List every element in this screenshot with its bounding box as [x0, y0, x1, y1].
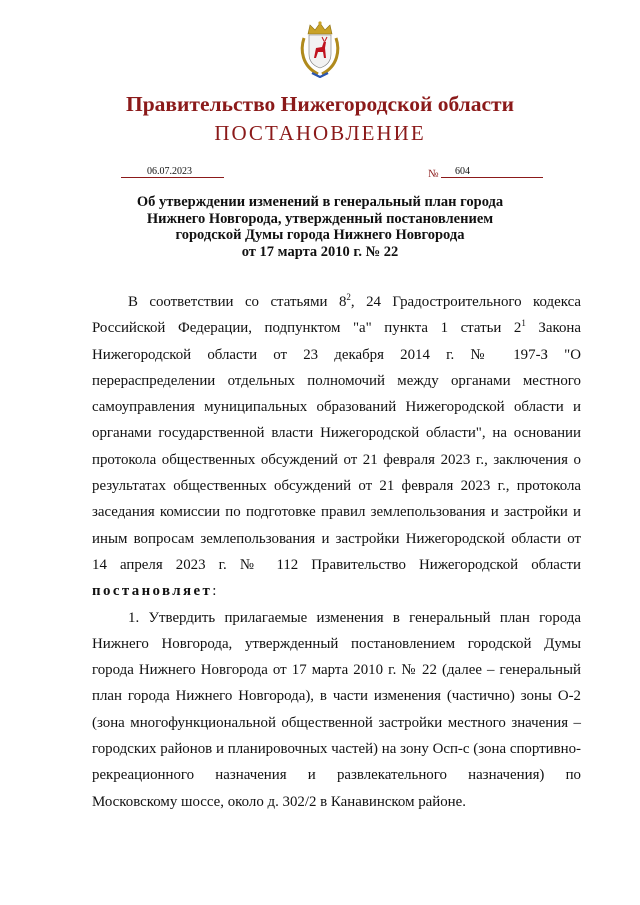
superscript: 1 [521, 318, 526, 329]
number-sign: № [428, 168, 439, 180]
preamble-text: , 24 Градостроительного кодекса Российской Федерации, подпунктом "а" пункта 1 статьи 2 [92, 294, 581, 337]
document-date: 06.07.2023 [121, 165, 224, 178]
document-body [92, 289, 581, 815]
superscript: 2 [346, 292, 351, 302]
document-title [80, 194, 560, 260]
preamble-text: В соответствии со статьями 8 [128, 294, 347, 310]
resolves-keyword: постановляет [92, 583, 213, 600]
government-title: Правительство Нижегородской области [126, 92, 514, 116]
paragraph-preamble [92, 289, 581, 605]
document-type: ПОСТАНОВЛЕНИЕ [214, 121, 426, 145]
title-line: Нижнего Новгорода, утвержденный постановлением [146, 210, 494, 227]
title-line: городской Думы города Нижнего Новгорода [175, 227, 465, 243]
preamble-text: Закона Нижегородской области от 23 декабря 2014 г. № 197-З "О перераспределении отдельных полномочий между органами местного самоуправления муниципальных образований Нижегородской области и органами государственной власти Нижегородской области", на основании протокола общественных обсуждений от 21 февраля 2023 г., заключения о результатах общественных обсуждений от 21 февраля 2023 г., протокола заседания комиссии по подготовке правил землепользования и застройки и иным вопросам землепользования и застройки Нижегородской области от 14 апреля 2023 г. № 112 Правительство Нижегородской области [92, 320, 582, 573]
coat-of-arms-emblem [298, 20, 342, 78]
preamble-text: : [212, 583, 217, 600]
document-number: 604 [441, 165, 543, 178]
title-line: Об утверждении изменений в генеральный план города [136, 194, 504, 210]
title-line: от 17 марта 2010 г. № 22 [241, 243, 399, 260]
paragraph-item-1: 1. Утвердить прилагаемые изменения в генеральный план города Нижнего Новгорода, утвержденный постановлением городской Думы города Нижнего Новгорода от 17 марта 2010 г. № 22 (далее – генеральный план города Нижнего Новгорода), в части изменения (частично) зоны О-2 (зона многофункциональной общественной застройки местного значения – городских районов и планировочных частей) на зону Осп-с (зона спортивно-рекреационного назначения и развлекательного назначения) по Московскому шоссе, около д. 302/2 в Канавинском районе. [92, 609, 581, 810]
